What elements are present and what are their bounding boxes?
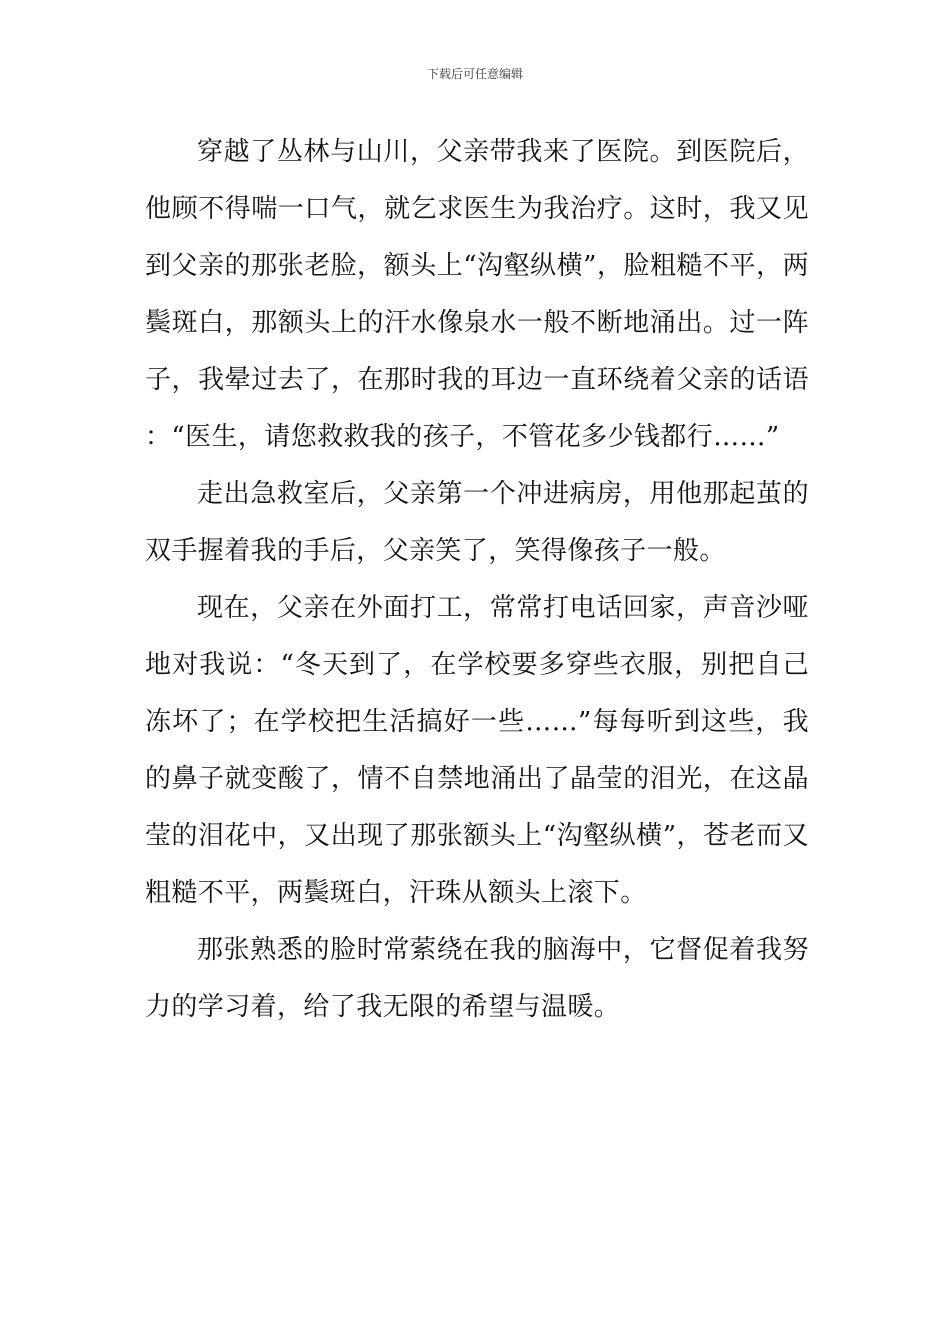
document-body bbox=[145, 124, 809, 1036]
page-header: 下载后可任意编辑 bbox=[426, 67, 523, 81]
paragraph-1: 穿越了丛林与山川，父亲带我来了医院。到医院后，他顾不得喘一口气，就乞求医生为我治疗。这时，我又见到父亲的那张老脸，额头上“沟壑纵横”，脸粗糙不平，两鬓斑白，那额头上的汗水像泉水一般不断地涌出。过一阵子，我晕过去了，在那时我的耳边一直环绕着父亲的话语：“医生，请您救救我的孩子，不管花多少钱都行……” bbox=[145, 137, 809, 452]
paragraph-4: 那张熟悉的脸时常萦绕在我的脑海中，它督促着我努力的学习着，给了我无限的希望与温暖。 bbox=[145, 935, 809, 1022]
paragraph-2: 走出急救室后，父亲第一个冲进病房，用他那起茧的双手握着我的手后，父亲笑了，笑得像孩子一般。 bbox=[145, 479, 809, 566]
paragraph-3: 现在，父亲在外面打工，常常打电话回家，声音沙哑地对我说：“冬天到了，在学校要多穿些衣服，别把自己冻坏了；在学校把生活搞好一些……”每每听到这些，我的鼻子就变酸了，情不自禁地涌出了晶莹的泪光，在这晶莹的泪花中，又出现了那张额头上“沟壑纵横”，苍老而又粗糙不平，两鬓斑白，汗珠从额头上滚下。 bbox=[145, 593, 809, 908]
